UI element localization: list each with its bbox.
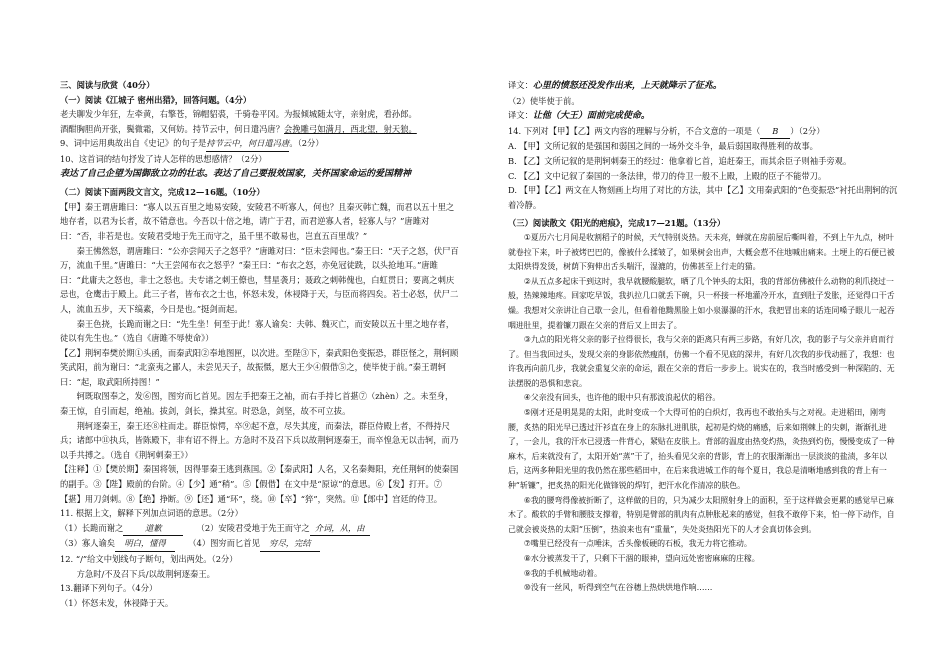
option-c: C. 【乙】文中记叙了秦国的一条法律，带刀的侍卫一般不上殿，上殿的臣子不能带刀。 (508, 170, 827, 181)
q13-item-2: （2）使毕使于前。 (508, 95, 580, 106)
question-10: 10、这首词的结句抒发了诗人怎样的思想感情？（2分） (60, 153, 267, 164)
essay-para-2: ②从五点多起床干到这时，我早就腰酸腿软，晒了几个钟头的太阳，我的背部仿佛被什么动物的利爪挠过一般，热辣辣地疼。回家吃早饭，我扒拉几口就丢下碗，只一杯接一杯地灌冷开水，直到肚子发胀，还觉得口干舌燥。我想对父亲讲让自己歇一会儿，但看着他黝黑脸上如小泉瀑瀑的汗水，我把冒出来的话连同嗓子眼儿一起吞咽进肚里，提着镰刀跟在父亲的背后又上田去了。 (508, 276, 895, 330)
q12-answer: 方急时/不及召下兵/以故荆轲逐秦王。 (76, 568, 215, 579)
section-title: 三、阅读与欣赏（40分） (60, 80, 155, 90)
option-d: D. 【甲】【乙】两文在人物刻画上均用了对比的方法，其中【乙】文用秦武阳的“色变振恐”衬托出荆轲的沉着冷静。 (508, 185, 898, 210)
passage-yi-1: 【乙】荆轲奉樊於期①头函，而秦武阳②奉地图匣，以次进。至陛③下，秦武阳色变振恐，群臣怪之，荆轲顾笑武阳，前为谢曰：“北蛮夷之鄙人，未尝见天子，故振慑，愿大王少④假借⑤之，使毕使于前。”秦王谓轲曰：“起，取武阳所持图！” (60, 347, 459, 387)
poem-line-1: 老夫聊发少年狂，左牵黄，右擎苍，锦帽貂裘，千骑卷平冈。为报倾城随太守，亲射虎，看孙郎。 (60, 109, 417, 120)
part3-title: （三）阅读散文《阳光的疤痕》，完成17—21题。（13分） (508, 218, 726, 229)
passage-jia-1: 【甲】秦王谓唐雎曰：“寡人以五百里之地易安陵，安陵君不听寡人，何也？且秦灭韩亡魏，而君以五十里之地存者，以君为长者，故不错意也。今吾以十倍之地，请广于君，而君逆寡人者，轻寡人与？”唐雎对曰：“否，非若是也。安陵君受地于先王而守之，虽千里不敢易也，岂直五百里哉？” (60, 201, 455, 241)
poem-line-2: 酒酣胸胆尚开张，鬓微霜，又何妨。持节云中，何日遣冯唐？会挽雕弓如满月，西北望，射天狼。 (60, 123, 417, 134)
q9-answer: 持节云中，何日遣冯唐 (206, 136, 289, 152)
passage-yi-2: 轲既取图奉之，发⑥图，图穷而匕首见。因左手把秦王之袖，而右手持匕首揕⑦（zhèn）之。未至身，秦王惊，自引而起，绝袖。拔剑，剑长，操其室。时恐急，剑坚，故不可立拔。 (60, 391, 454, 417)
essay-para-10: ⑩没有一丝风，听得到空气在谷穗上热烘烘地作响…… (523, 583, 713, 593)
option-b: B. 【乙】文所记叙的是荆轲刺秦王的经过：他拿着匕首，追赶秦王，而其余臣子则袖手旁观。 (508, 155, 852, 166)
passage-yi-3: 荆轲逐秦王，秦王还⑧柱而走。群臣惊愕，卒⑨起不意，尽失其度，而秦法，群臣侍殿上者，不得持尺兵；诸郎中⑪执兵，皆陈殿下，非有诏不得上。方急时不及召下兵以故荆轲逐秦王，而卒惶急无以击轲，而乃以手共搏之。（选自《荆轲刺秦王》） (60, 420, 459, 460)
part2-title: （二）阅读下面两段文言文，完成12—16题。（10分） (60, 187, 265, 198)
part1-title: （一）阅读《江城子 密州出猎》，回答问题。（4分） (60, 94, 252, 105)
essay-para-5: ⑤刚才还是明晃晃的太阳，此时变成一个大得可怕的白炽灯，我再也不敢抬头与之对视。走进稻田，刚弯腰，炙热的阳光早已透过汗衫直在身上的东脉扎进肌肤，起初是灼烧的痛感，后来如荆棘上的尖刺，渐渐扎进了，一会儿，我的汗水已浸透一件背心，紧贴在皮肤上。背部的温度由热变灼热，灸热到灼伤，慢慢变成了一种麻木，后来就没有了，太阳开始“蒸”干了，抬头看见父亲的背影，背上的衣服渐渐出一层淡淡的盐渍，多年以后，这两多种阳光里的我仍然在那些稻田中，在后来我进城工作的每个夏日，我总是清晰地感到我的背上有一种“斩镰”，把炙热的阳光化做锋锐的焊钉，把汗水化作清凉的肤色。 (508, 408, 895, 491)
q10-answer: 表达了自己企望为国御敌立功的壮志。表达了自己要报效国家，关怀国家命运的爱国精神 (60, 168, 412, 179)
q11-row-1: （1）长跪而谢之 道歉 （2）安陵君受地于先王而守之 介词，从，由 (60, 521, 460, 537)
option-a: A. 【甲】文所记叙的是强国和弱国之间的一场外交斗争，最后弱国取得胜利的故事。 (508, 141, 818, 152)
translation-2: 译文：让他（大王）面前完成使命。 (508, 110, 650, 122)
q13-item-1: （1）怀怒未发，休祲降于天。 (60, 597, 174, 608)
question-11: 11. 根据上文，解释下列加点词语的意思。（2分） (60, 508, 243, 519)
question-12: 12. “/”给文中划线句子断句，划出两处。（2分） (60, 554, 238, 564)
right-column (508, 78, 900, 596)
left-column (60, 78, 460, 610)
question-14: 14. 下列对【甲】【乙】两文内容的理解与分析，不合文意的一项是（ B ）（2分） (508, 124, 900, 140)
essay-para-4: ④父亲没有回头，也许他的眼中只有那波浪起伏的稻谷。 (523, 393, 721, 403)
translation-1: 译文：心里的愤怒还没发作出来，上天就降示了征兆。 (508, 80, 722, 91)
essay-para-3: ③九点的阳光将父亲的影子拉得很长，我与父亲的距离只有两三步路，有好几次，我的影子与父亲并肩而行了。但当我回过头，发现父亲的身影依然瘦削，仿佛一个看不见底的深井，有好几次我的步伐动摇了，我想：也许我再向前几步，我就会重复父亲的命运，跟在父亲的背后一步步上。说实在的，我当时感受到一种深陷的、无法摆脱的恐惧和悲哀。 (508, 335, 895, 388)
passage-jia-3: 秦王色挠，长跪而谢之曰：“先生坐！何至于此！寡人谕矣：夫韩、魏灭亡，而安陵以五十里之地存者，徒以有先生也。”（选自《唐雎不辱使命》） (60, 318, 455, 344)
passage-jia-2: 秦王怫然怒，谓唐雎曰：“公亦尝闻天子之怒乎？”唐雎对曰：“臣未尝闻也。”秦王曰：“天子之怒，伏尸百万，流血千里。”唐雎曰：“大王尝闻布衣之怒乎？”秦王曰：“布衣之怒，亦免冠徒跣，以头抢地耳。”唐雎曰：“此庸夫之怒也，非士之怒也。夫专诸之刺王僚也，彗星袭月；聂政之刺韩傀也，白虹贯日；要离之刺庆忌也，仓鹰击于殿上。此三子者，皆布衣之士也，怀怒未发，休祲降于天，与臣而将四矣。若士必怒，伏尸二人，流血五步，天下缟素，今日是也。”挺剑而起。 (60, 245, 459, 314)
annotations: 【注释】①【樊於期】秦国将领，因得罪秦王逃到燕国。②【秦武阳】人名，又名秦舞阳，充任荆轲的使秦国的副手。③【陛】殿前的台阶。④【少】通“稍”。⑤【假借】在文中是“原谅”的意思。⑥【发】打开。⑦【揕】用刀剑刺。⑧【绝】挣断。⑨【还】通“环”，绕。⑩【卒】“猝”，突然。⑪【郎中】宫廷的侍卫。 (60, 464, 459, 504)
essay-para-8: ⑧水分被蒸发干了，只剩下干涸的眼神，望向远处密密麻麻的庄稼。 (523, 554, 760, 563)
essay-para-9: ⑨我的手机械地动着。 (523, 568, 602, 578)
essay-para-1: ①夏历六七月间是收割稻子的时候，天气特别炎热。天未亮，蝉就在房前屋后嘶叫着，不到上午九点，树叶就卷拉下来，叶子被烤巴巴的，像被什么揉皱了，如果树会出声，大概会惹不住地喊出痛来。土埂上的石便已被太阳烘得发烫，树荫下狗伸出舌头喘汗，湿漉的，仿佛甚至上行走的猫。 (508, 232, 895, 272)
question-13: 13.翻译下列句子。（4分） (60, 583, 158, 594)
essay-para-6: ⑥我的腰弯得像被折断了，这样做的目的，只为减少太阳照射身上的面积，至于这样做会更累的感觉早已麻木了。酸软的手臂和腰肢支撑着，特别是臂部的肌肉有点肿胀起来的感觉，但我不敢停下来，怕一停下动作，自己就会被炎热的太阳“压倒”，热浪来也有“重量”，失处炎热阳光下的人才会真切体会到。 (508, 495, 895, 534)
question-9: 9、词中运用典故出自《史记》的句子是持节云中，何日遣冯唐。（2分） (60, 136, 460, 152)
essay-para-7: ⑦嘴里已经没有一点唾沫，舌头像板硬的石板，我无力将它推动。 (523, 539, 752, 549)
q14-answer: B (760, 124, 790, 140)
q11-row-2: （3）寡人谕矣 明白，懂得 （4）图穷而匕首见 穷尽，完结 (60, 536, 460, 552)
